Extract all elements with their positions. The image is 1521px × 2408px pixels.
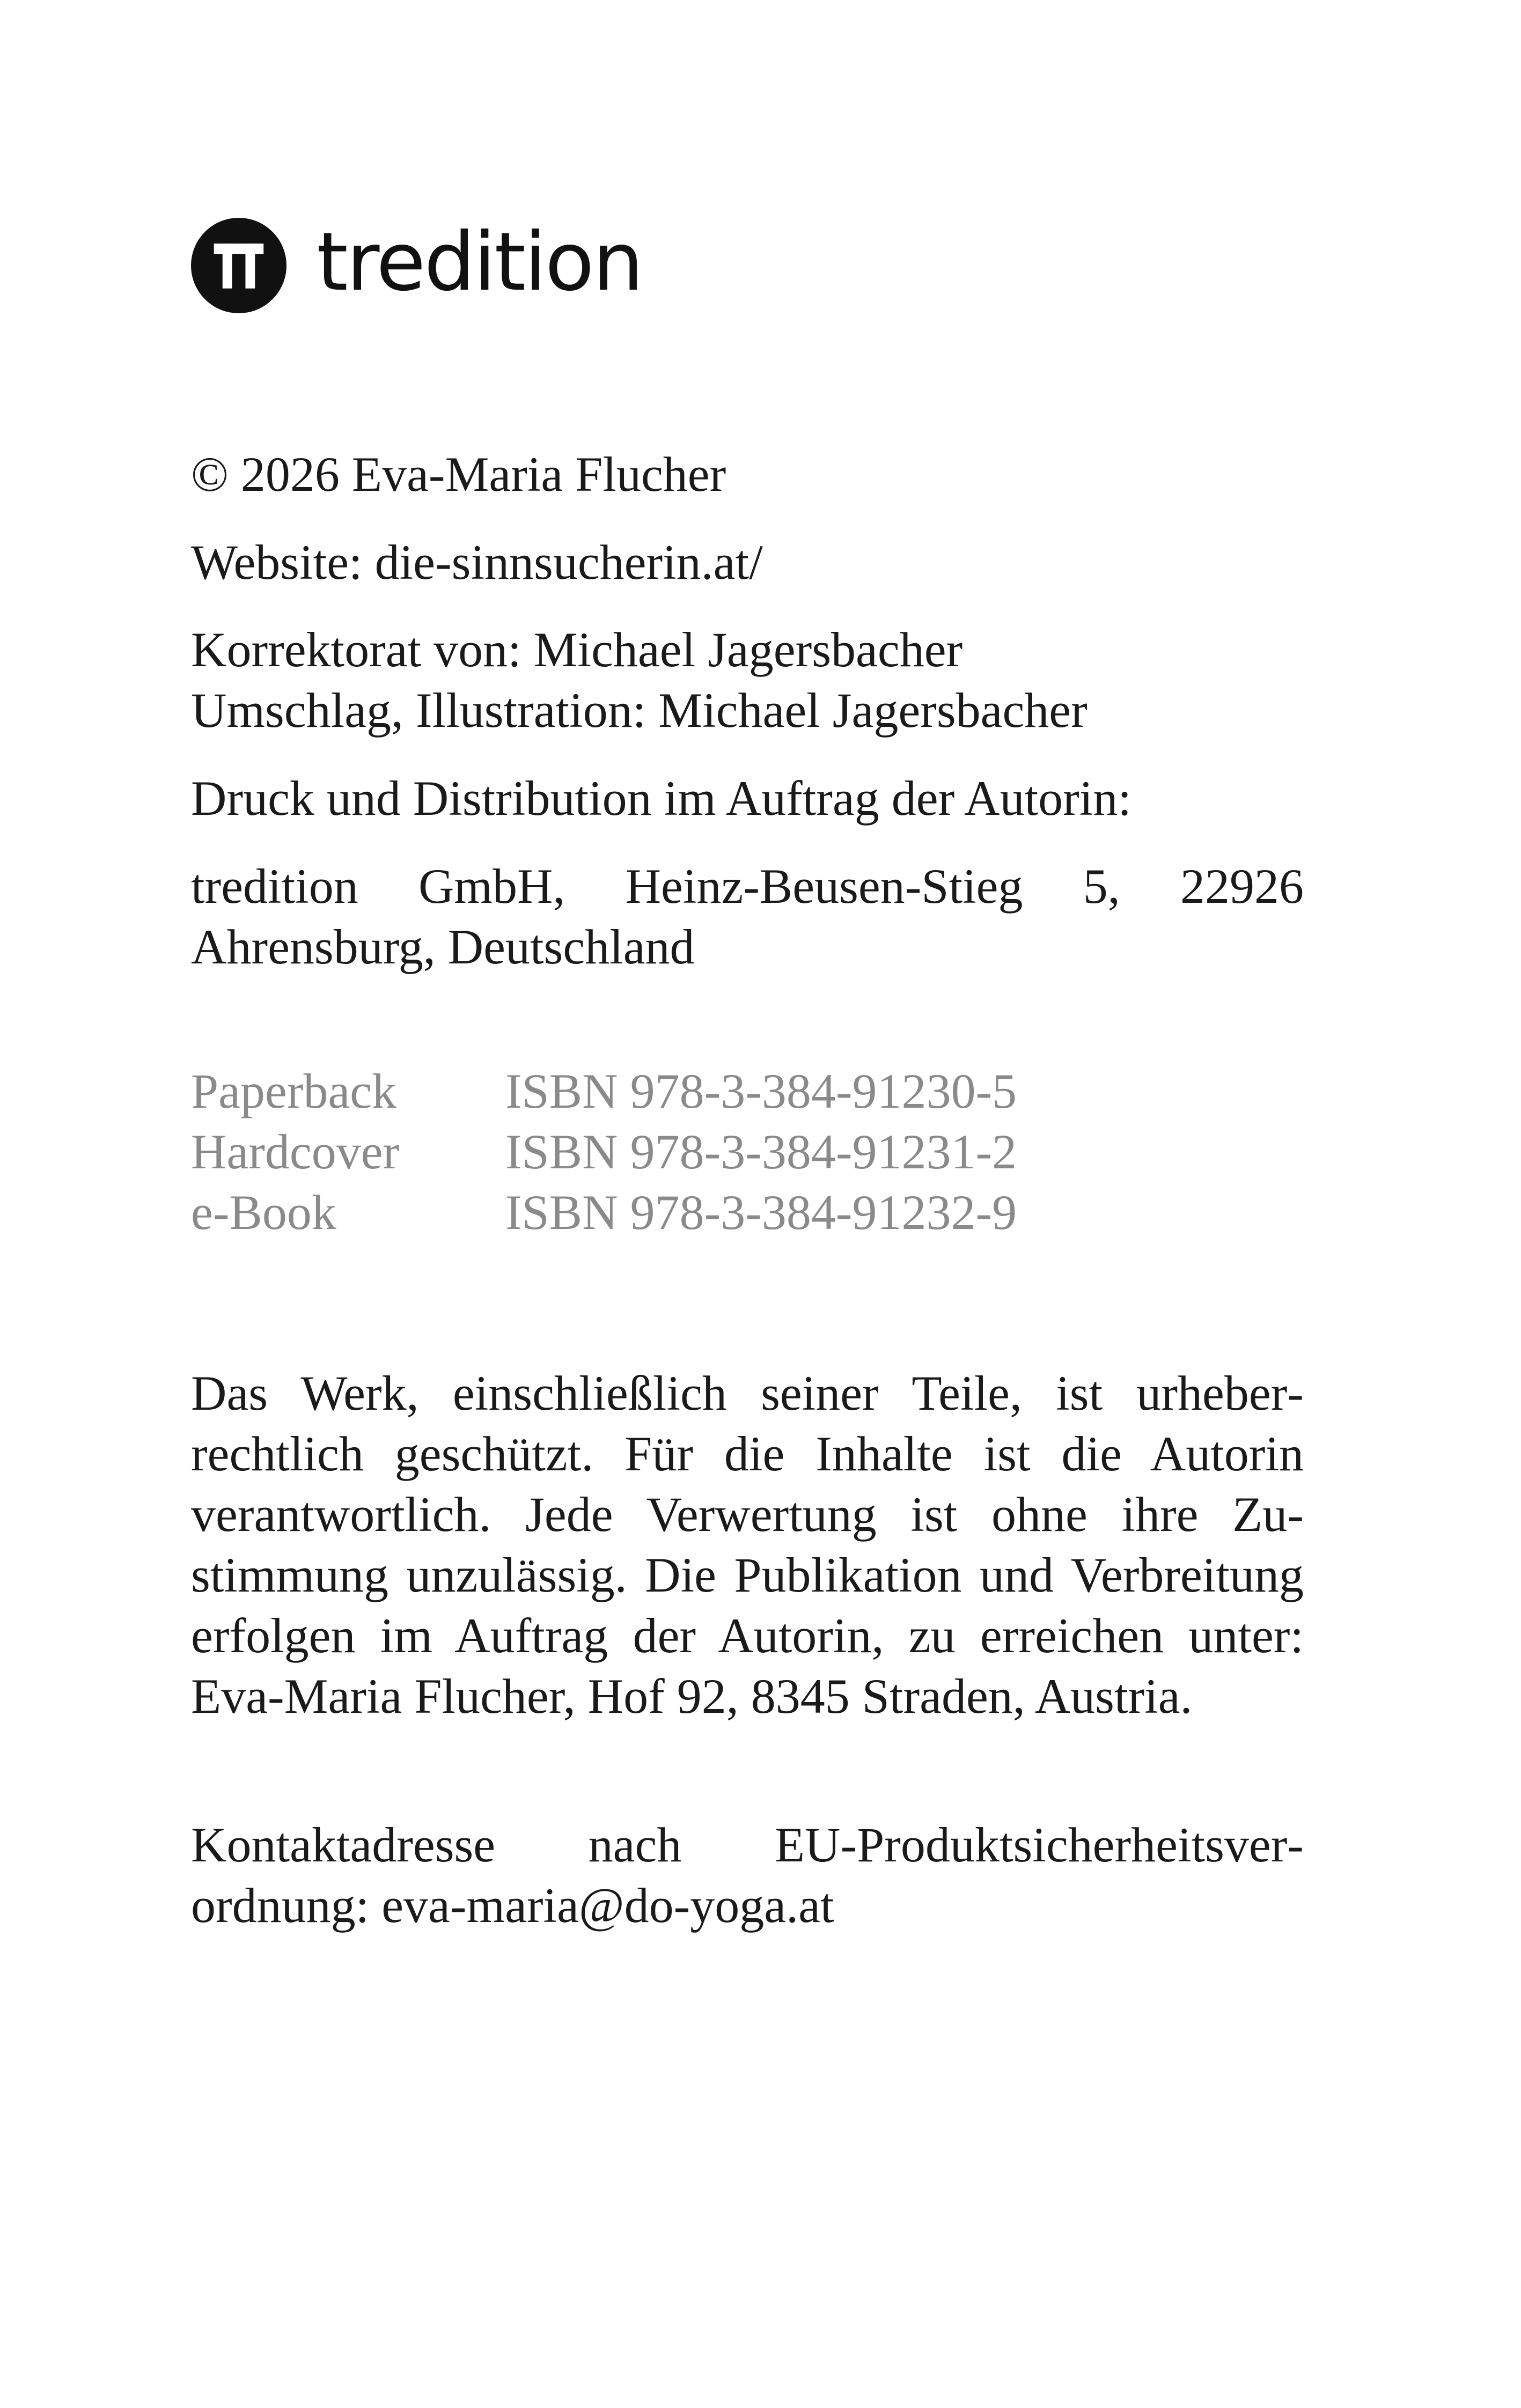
isbn-row-ebook [191, 1182, 1017, 1243]
copyright-line: © 2026 Eva-Maria Flucher [191, 447, 726, 502]
website-line: Website: die-sinnsucherin.at/ [191, 535, 763, 590]
isbn-number: ISBN 978-3-384-91232-9 [505, 1185, 1017, 1240]
isbn-number: ISBN 978-3-384-91231-2 [505, 1124, 1017, 1179]
publisher-address: tredition GmbH, Heinz-Beusen-Stieg 5, 22926 Ahrensburg, Deutschland [191, 859, 1304, 974]
isbn-type: Paperback [191, 1064, 397, 1118]
isbn-type: e-Book [191, 1185, 336, 1240]
publisher-logo [191, 217, 642, 314]
cover-illustration-line: Umschlag, Illustration: Michael Jagersbacher [191, 683, 1088, 738]
isbn-row-hardcover [191, 1122, 1017, 1182]
distribution-note: Druck und Distribution im Auftrag der Autorin: [191, 771, 1131, 826]
publisher-logo-text: tredition [317, 216, 642, 309]
isbn-list [191, 1061, 1017, 1243]
proofreading-line: Korrektorat von: Michael Jagersbacher [191, 622, 963, 677]
isbn-number: ISBN 978-3-384-91230-5 [505, 1064, 1017, 1118]
contact-address: Kontaktadresse nach EU-Produktsicherheitsverordnung: eva-maria@do-yoga.at [191, 1817, 1304, 1933]
copyright-notice: Das Werk, einschließlich seiner Teile, ist urheberrechtlich geschützt. Für die Inhalte ist die Autorin verantwortlich. Jede Verwertung ist ohne ihre Zustimmung unzulässig. Die Publikation und Verbreitung erfolgen im Auftrag der Autorin, zu erreichen unter: Eva-Maria Flucher, Hof 92, 8345 Straden, Austria. [191, 1366, 1304, 1724]
isbn-row-paperback [191, 1061, 1017, 1122]
tredition-logo-icon [191, 218, 286, 313]
isbn-type: Hardcover [191, 1124, 400, 1179]
